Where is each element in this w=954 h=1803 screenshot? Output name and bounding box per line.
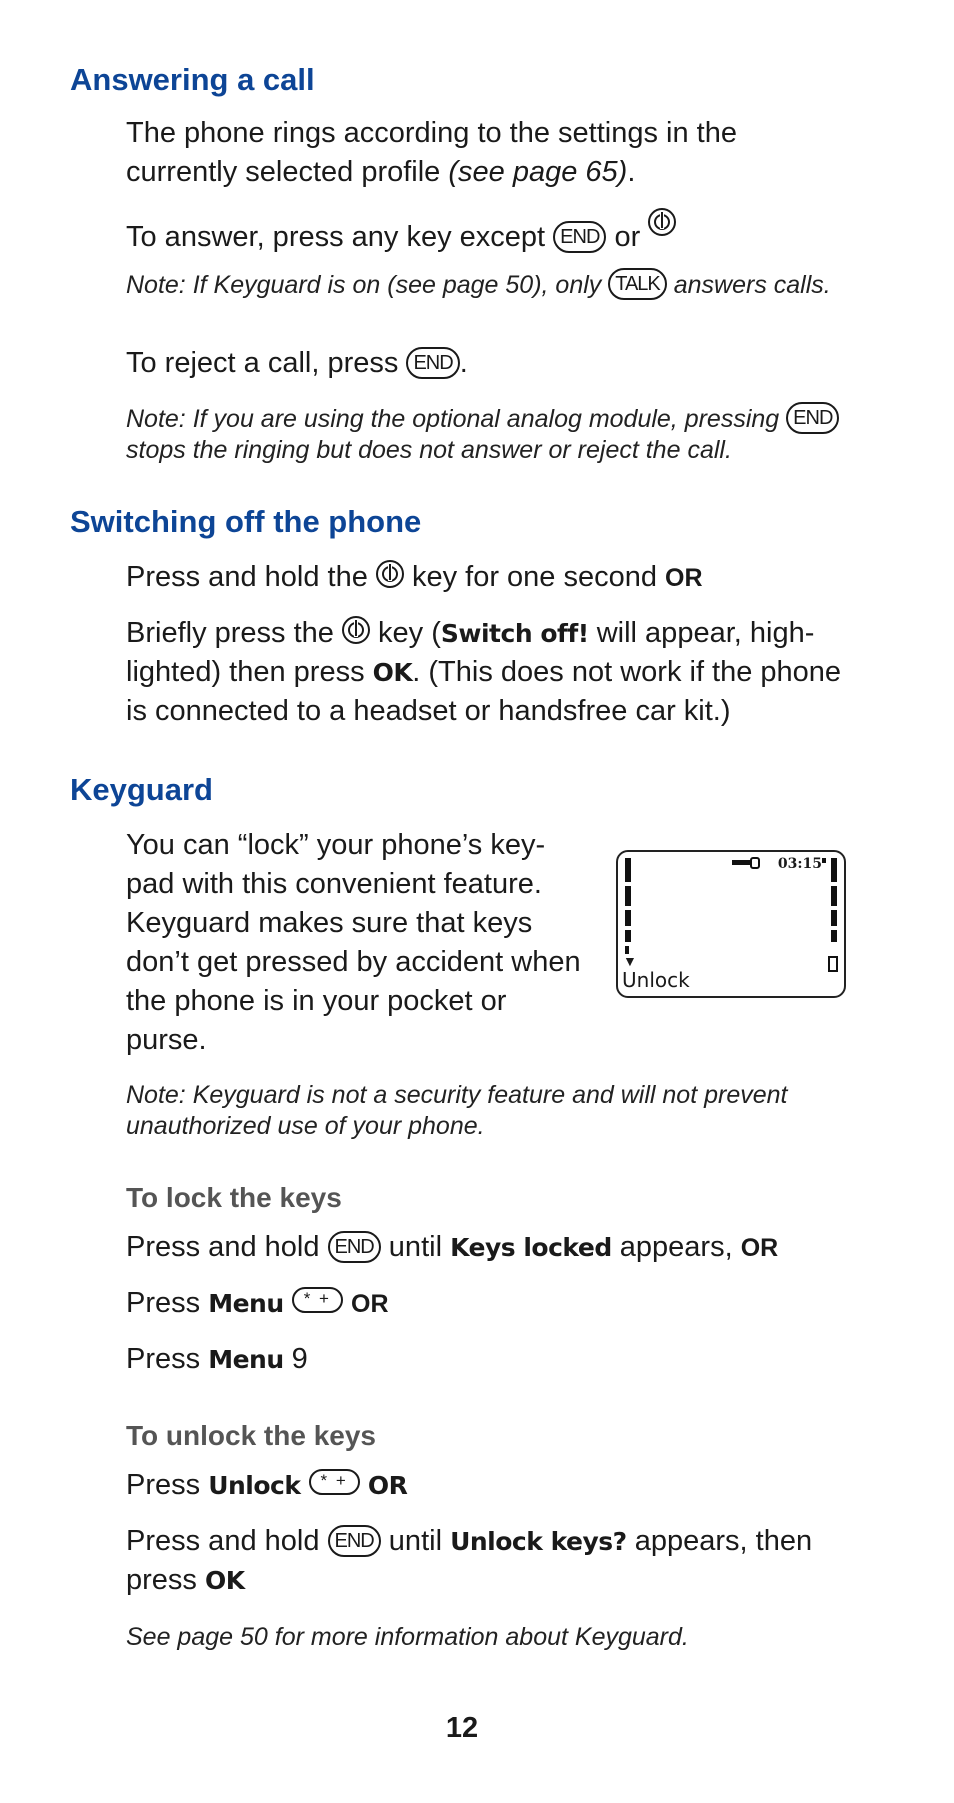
switch-off-brief: Briefly press the key (Switch off! will appear, high-lighted) then press OK. (This does not work if the phone is connected to a headset or handsfree car kit.): [126, 617, 842, 727]
page-reference: (see page 65): [448, 156, 628, 188]
command-keys-locked: Keys locked: [450, 1233, 612, 1262]
star-key-icon: * +: [309, 1469, 360, 1495]
end-key-icon: END: [406, 347, 459, 379]
heading-keyguard: Keyguard: [70, 772, 213, 807]
lock-step-menu-star: Press Menu * + OR: [126, 1287, 389, 1319]
command-unlock: Unlock: [208, 1471, 301, 1500]
power-key-icon: [648, 208, 676, 236]
note-keyguard-security: Note: Keyguard is not a security feature and will not prevent unauthorized use of your phone.: [126, 1081, 788, 1140]
note-keyguard-talk: Note: If Keyguard is on (see page 50), only TALK answers calls.: [126, 268, 846, 301]
end-key-icon: END: [328, 1231, 381, 1263]
keyguard-intro: You can “lock” your phone’s key-pad with this convenient feature. Keyguard makes sure that keys don’t get pressed by accident when the phone is in your pocket or purse.: [126, 829, 581, 1056]
lock-step-menu-9: Press Menu 9: [126, 1343, 308, 1375]
reject-paragraph: To reject a call, press END .: [126, 347, 468, 379]
unlock-step-softkey: Press Unlock * + OR: [126, 1469, 408, 1501]
phone-display-illustration: [616, 850, 846, 998]
command-switch-off: Switch off!: [440, 619, 589, 648]
answer-paragraph-press: To answer, press any key except END or: [126, 208, 676, 257]
heading-switching-off: Switching off the phone: [70, 504, 422, 539]
page-number: 12: [445, 1712, 479, 1744]
note-analog-module: Note: If you are using the optional analog module, pressing END stops the ringing but does not answer or reject the call.: [126, 402, 866, 466]
heading-answering-a-call: Answering a call: [70, 62, 315, 97]
answer-paragraph-profile: The phone rings according to the settings in the currently selected profile (see page 65).: [126, 117, 737, 188]
unlock-step-hold: Press and hold END until Unlock keys? appears, then press OK: [126, 1525, 813, 1596]
command-unlock-keys: Unlock keys?: [450, 1527, 627, 1556]
battery-level-bar: [831, 858, 837, 946]
power-key-icon: [376, 560, 404, 588]
heading-unlock-keys: To unlock the keys: [126, 1420, 376, 1451]
key-icon: [732, 860, 752, 865]
command-menu: Menu: [208, 1289, 284, 1318]
see-page-reference: See page 50 for more information about Keyguard.: [126, 1623, 689, 1651]
battery-icon: [828, 956, 838, 972]
end-key-icon: END: [786, 402, 839, 434]
signal-strength-bar: [625, 858, 631, 958]
key-icon-head: [750, 857, 760, 869]
star-key-icon: * +: [292, 1287, 343, 1313]
end-key-icon: END: [328, 1525, 381, 1557]
switch-off-hold: Press and hold the key for one second OR: [126, 561, 703, 593]
command-ok: OK: [204, 1566, 245, 1595]
end-key-icon: END: [553, 221, 606, 253]
clock-dot: [822, 858, 826, 863]
clock-display: 03:15: [777, 856, 822, 872]
antenna-icon: ▼: [623, 953, 637, 969]
talk-key-icon: TALK: [608, 268, 667, 300]
heading-lock-keys: To lock the keys: [126, 1182, 342, 1213]
command-ok: OK: [372, 658, 413, 687]
command-menu: Menu: [208, 1345, 284, 1374]
power-key-icon: [342, 616, 370, 644]
lock-step-hold: Press and hold END until Keys locked appears, OR: [126, 1231, 779, 1263]
softkey-unlock-label: Unlock: [622, 968, 690, 992]
